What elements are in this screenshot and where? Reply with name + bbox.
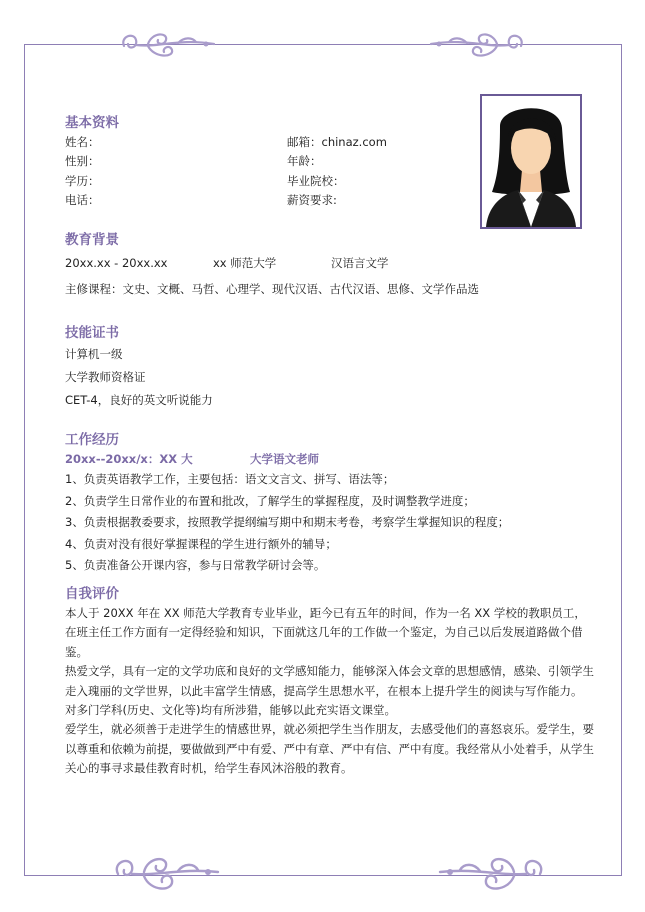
work-item: 1、负责英语教学工作，主要包括：语文文言文、拼写、语法等； <box>65 472 395 486</box>
age-label: 年龄： <box>287 154 322 168</box>
work-item: 4、负责对没有很好掌握课程的学生进行额外的辅导； <box>65 536 337 551</box>
female-avatar-icon <box>482 96 580 227</box>
education-label: 学历： <box>65 174 100 188</box>
email-label: 邮箱：chinaz.com <box>287 135 387 149</box>
work-section <box>65 430 509 576</box>
top-left-ornament-icon <box>118 28 218 62</box>
self-paragraph: 本人于 20XX 年在 XX 师范大学教育专业毕业，距今已有五年的时间，作为一名 XX 学校的教职员工，在班主任工作方面有一定得经验和知识，下面就这几年的工作做一个鉴定，为自己以后发展道路做个借鉴。 <box>65 606 586 659</box>
basic-info-title: 基本资料 <box>65 115 119 131</box>
education-row <box>65 254 479 274</box>
work-period: 20xx--20xx/x：XX 大 <box>65 452 193 466</box>
self-paragraph: 对多门学科(历史、文化等)均有所涉猎，能够以此充实语文课堂。 <box>65 703 396 718</box>
education-section <box>65 230 479 300</box>
self-evaluation-section <box>65 584 595 779</box>
self-paragraph: 热爱文学，具有一定的文学功底和良好的文学感知能力，能够深入体会文章的思想感情，感染、引领学生走入瑰丽的文学世界，以此丰富学生情感，提高学生思想水平，在根本上提升学生的阅读与写作能力。 <box>65 664 594 698</box>
self-evaluation-title: 自我评价 <box>65 586 119 602</box>
basic-info-section <box>65 113 119 133</box>
skills-title: 技能证书 <box>65 325 119 341</box>
work-position: 大学语文老师 <box>250 452 319 466</box>
school-label: 毕业院校： <box>287 174 345 188</box>
skill-item: 计算机一级 <box>65 347 123 361</box>
gender-label: 性别： <box>65 154 100 168</box>
work-header <box>65 450 509 468</box>
self-paragraph: 爱学生，就必须善于走进学生的情感世界，就必须把学生当作朋友，去感受他们的喜怒哀乐。爱学生，要以尊重和依赖为前提，要做做到严中有爱、严中有章、严中有信、严中有度。我经常从小处着手，从学生关心的事寻求最佳教育时机，给学生春风沐浴般的教育。 <box>65 722 594 776</box>
salary-label: 薪资要求: <box>287 193 337 207</box>
phone-label: 电话： <box>65 193 100 207</box>
work-title: 工作经历 <box>65 432 119 448</box>
top-right-ornament-icon <box>427 28 527 62</box>
skills-section <box>65 323 213 411</box>
bottom-left-ornament-icon <box>112 850 222 894</box>
work-item: 5、负责准备公开课内容，参与日常教学研讨会等。 <box>65 558 326 572</box>
work-item: 3、负责根据教委要求，按照教学提纲编写期中和期末考卷，考察学生掌握知识的程度； <box>65 515 510 529</box>
profile-photo <box>480 94 582 229</box>
education-period: 20xx.xx - 20xx.xx <box>65 256 168 270</box>
education-courses: 主修课程：文史、文概、马哲、心理学、现代汉语、古代汉语、思修、文学作品选 <box>65 282 479 296</box>
bottom-right-ornament-icon <box>436 850 546 894</box>
education-major: 汉语言文学 <box>331 256 389 270</box>
work-item: 2、负责学生日常作业的布置和批改，了解学生的掌握程度，及时调整教学进度； <box>65 493 475 508</box>
education-school: xx 师范大学 <box>213 256 277 270</box>
skill-item: CET-4，良好的英文听说能力 <box>65 393 213 407</box>
skill-item: 大学教师资格证 <box>65 369 146 384</box>
name-label: 姓名： <box>65 135 100 149</box>
education-title: 教育背景 <box>65 232 119 248</box>
